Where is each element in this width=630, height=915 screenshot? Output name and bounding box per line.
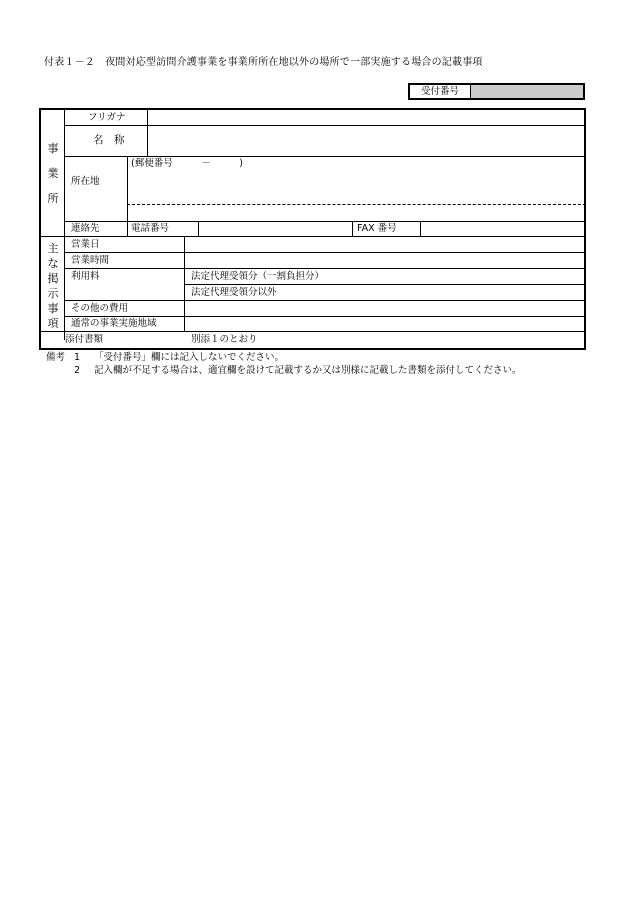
section-char: な bbox=[47, 257, 59, 270]
fee-statutory-label: 法定代理受領分（一割負担分） bbox=[191, 271, 325, 282]
fee-label: 利用料 bbox=[71, 271, 100, 282]
section-char: 事 bbox=[47, 142, 59, 155]
furigana-field[interactable] bbox=[149, 110, 585, 125]
name-label: 名 称 bbox=[93, 134, 125, 146]
receipt-number-box bbox=[408, 83, 585, 100]
section-char: 示 bbox=[47, 287, 59, 300]
contact-label: 連絡先 bbox=[71, 223, 100, 234]
note-number: 1 bbox=[74, 352, 81, 363]
address-field[interactable] bbox=[129, 172, 585, 220]
name-field[interactable] bbox=[149, 126, 585, 156]
service-area-label: 通常の事業実施地域 bbox=[71, 318, 157, 329]
address-label: 所在地 bbox=[71, 176, 100, 187]
note-text: 「受付番号」欄には記入しないでください。 bbox=[94, 352, 285, 363]
business-days-field[interactable] bbox=[186, 237, 585, 251]
form-table bbox=[39, 108, 586, 350]
phone-field[interactable] bbox=[200, 222, 351, 235]
business-hours-label: 営業時間 bbox=[71, 255, 110, 266]
section-char: 事 bbox=[47, 302, 59, 315]
receipt-number-field[interactable] bbox=[471, 85, 583, 98]
phone-label: 電話番号 bbox=[131, 223, 170, 234]
attachments-label: 添付書類 bbox=[65, 334, 104, 345]
section-char: 項 bbox=[47, 317, 59, 330]
postal-code-text: (郵便番号 － ) bbox=[131, 158, 243, 169]
note-number: 2 bbox=[74, 365, 81, 376]
business-days-label: 営業日 bbox=[71, 239, 100, 250]
other-costs-field[interactable] bbox=[186, 301, 585, 315]
section-char: 掲 bbox=[47, 272, 59, 285]
notes-head: 備考 bbox=[46, 352, 66, 363]
section-char: 主 bbox=[47, 242, 59, 255]
fax-field[interactable] bbox=[422, 222, 585, 235]
business-hours-field[interactable] bbox=[186, 253, 585, 267]
attachments-value: 別添１のとおり bbox=[191, 334, 258, 345]
section-char: 所 bbox=[47, 192, 59, 205]
service-area-field[interactable] bbox=[186, 317, 585, 330]
form-title: 付表１－２ 夜間対応型訪問介護事業を事業所所在地以外の場所で一部実施する場合の記載事項 bbox=[44, 57, 483, 68]
receipt-number-label: 受付番号 bbox=[410, 85, 471, 98]
furigana-label: フリガナ bbox=[88, 112, 126, 123]
fax-label: FAX 番号 bbox=[357, 223, 397, 234]
note-text: 記入欄が不足する場合は、適宜欄を設けて記載するか又は別様に記載した書類を添付してください。 bbox=[94, 365, 522, 376]
section-main-label bbox=[46, 240, 60, 330]
note-row bbox=[46, 364, 522, 377]
notes bbox=[46, 351, 522, 377]
fee-other-label: 法定代理受領分以外 bbox=[191, 287, 277, 298]
other-costs-label: その他の費用 bbox=[71, 303, 129, 314]
section-char: 業 bbox=[47, 167, 59, 180]
section-office-label bbox=[46, 140, 60, 215]
note-row bbox=[46, 351, 522, 364]
